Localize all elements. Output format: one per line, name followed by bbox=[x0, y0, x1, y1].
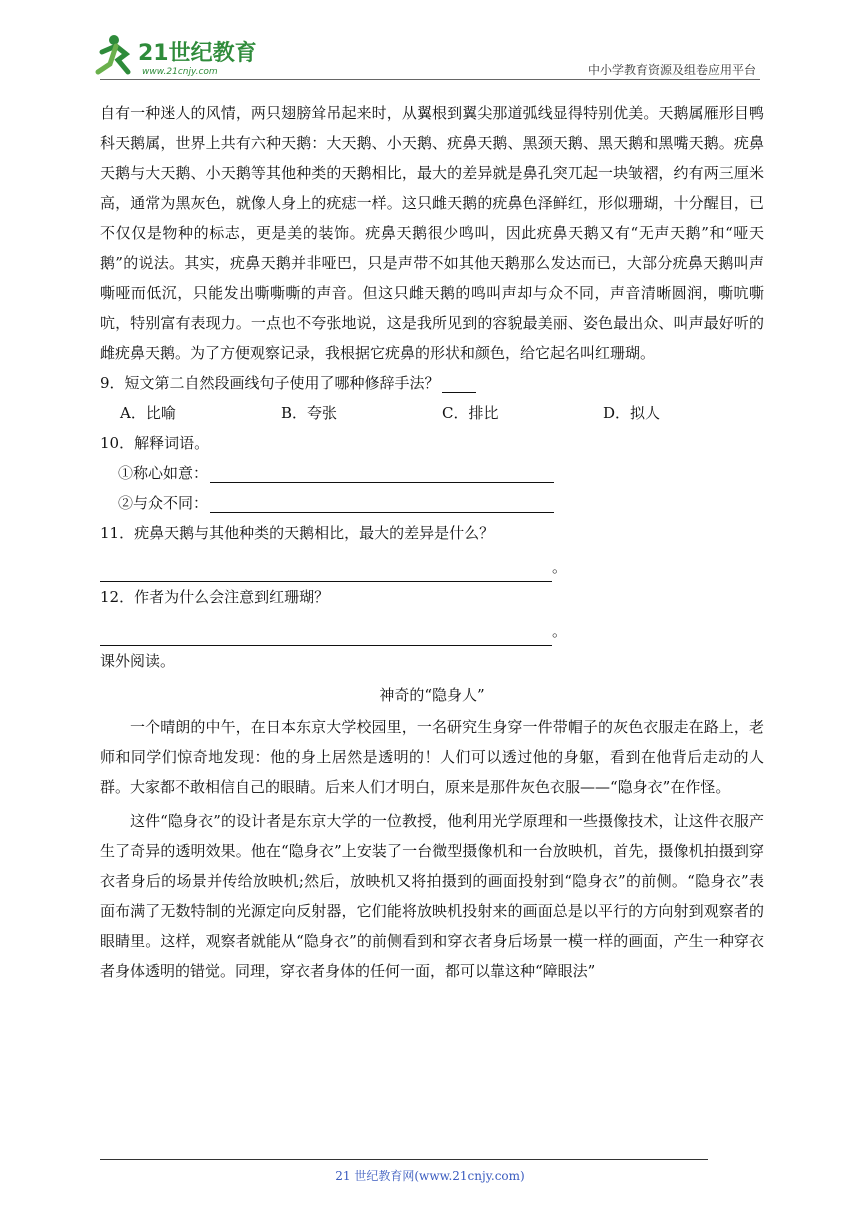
option-b[interactable]: B．夸张 bbox=[281, 404, 338, 422]
question-11-answer bbox=[100, 548, 764, 582]
option-d[interactable]: D．拟人 bbox=[603, 404, 661, 422]
question-9-options bbox=[100, 398, 764, 428]
passage-paragraph: 自有一种迷人的风情，两只翅膀耸吊起来时，从翼根到翼尖那道弧线显得特别优美。天鹅属雁形目鸭科天鹅属，世界上共有六种天鹅：大天鹅、小天鹅、疣鼻天鹅、黑颈天鹅、黑天鹅和黑嘴天鹅。疣鼻天鹅与大天鹅、小天鹅等其他种类的天鹅相比，最大的差异就是鼻孔突兀起一块皱褶，约有两三厘米高，通常为黑灰色，就像人身上的疣痣一样。这只雌天鹅的疣鼻色泽鲜红，形似珊瑚，十分醒目，已不仅仅是物种的标志，更是美的装饰。疣鼻天鹅很少鸣叫，因此疣鼻天鹅又有“无声天鹅”和“哑天鹅”的说法。其实，疣鼻天鹅并非哑巴，只是声带不如其他天鹅那么发达而已，大部分疣鼻天鹅叫声嘶哑而低沉，只能发出嘶嘶嘶的声音。但这只雌天鹅的鸣叫声却与众不同，声音清晰圆润，嘶吭嘶吭，特别富有表现力。一点也不夸张地说，这是我所见到的容貌最美丽、姿色最出众、叫声最好听的雌疣鼻天鹅。为了方便观察记录，我根据它疣鼻的形状和颜色，给它起名叫红珊瑚。 bbox=[100, 104, 764, 362]
word-label: ②与众不同： bbox=[118, 494, 209, 512]
svg-text:www.21cnjy.com: www.21cnjy.com bbox=[142, 67, 218, 77]
word-label: ①称心如意： bbox=[118, 464, 209, 482]
header-divider bbox=[100, 79, 760, 80]
site-logo bbox=[92, 30, 262, 80]
page-footer[interactable]: 21 世纪教育网(www.21cnjy.com) bbox=[335, 1169, 525, 1183]
article-paragraph-2: 这件“隐身衣”的设计者是东京大学的一位教授，他利用光学原理和一些摄像技术，让这件衣服产生了奇异的透明效果。他在“隐身衣”上安装了一台微型摄像机和一台放映机，首先，摄像机拍摄到穿衣者身后的场景并传给放映机;然后，放映机又将拍摄到的画面投射到“隐身衣”的前侧。“隐身衣”表面布满了无数特制的光源定向反射器，它们能将放映机投射来的画面总是以平行的方向射到观察者的眼睛里。这样，观察者就能从“隐身衣”的前侧看到和穿衣者身后场景一模一样的画面，产生一种穿衣者身体透明的错觉。同理，穿衣者身体的任何一面，都可以靠这种“障眼法” bbox=[100, 812, 764, 980]
page-header bbox=[0, 0, 860, 80]
section-label: 课外阅读。 bbox=[100, 652, 176, 670]
runner-icon bbox=[98, 35, 128, 72]
article-title: 神奇的“隐身人” bbox=[379, 686, 485, 704]
answer-line[interactable] bbox=[210, 464, 554, 483]
footer-divider bbox=[100, 1159, 708, 1160]
question-12-answer bbox=[100, 612, 764, 646]
option-a[interactable]: A．比喻 bbox=[120, 404, 176, 422]
question-11: 11．疣鼻天鹅与其他种类的天鹅相比，最大的差异是什么？ bbox=[100, 524, 495, 542]
answer-line[interactable] bbox=[100, 561, 552, 582]
svg-text:21世纪教育: 21世纪教育 bbox=[138, 41, 257, 66]
answer-blank[interactable] bbox=[442, 374, 476, 393]
question-10-item bbox=[100, 458, 764, 488]
question-12: 12．作者为什么会注意到红珊瑚？ bbox=[100, 588, 330, 606]
option-c[interactable]: C．排比 bbox=[442, 404, 499, 422]
platform-name: 中小学教育资源及组卷应用平台 bbox=[587, 63, 756, 77]
question-10-item bbox=[100, 488, 764, 518]
period-mark: 。 bbox=[552, 622, 568, 640]
article-paragraph-1: 一个晴朗的中午，在日本东京大学校园里，一名研究生身穿一件带帽子的灰色衣服走在路上，老师和同学们惊奇地发现：他的身上居然是透明的！人们可以透过他的身躯，看到在他背后走动的人群。大家都不敢相信自己的眼睛。后来人们才明白，原来是那件灰色衣服——“隐身衣”在作怪。 bbox=[100, 718, 764, 796]
period-mark: 。 bbox=[552, 558, 568, 576]
question-10: 10．解释词语。 bbox=[100, 434, 210, 452]
question-9 bbox=[100, 368, 764, 398]
question-9-text: 9．短文第二自然段画线句子使用了哪种修辞手法？ bbox=[100, 374, 440, 392]
answer-line[interactable] bbox=[210, 494, 554, 513]
answer-line[interactable] bbox=[100, 625, 552, 646]
document-body bbox=[100, 98, 764, 986]
